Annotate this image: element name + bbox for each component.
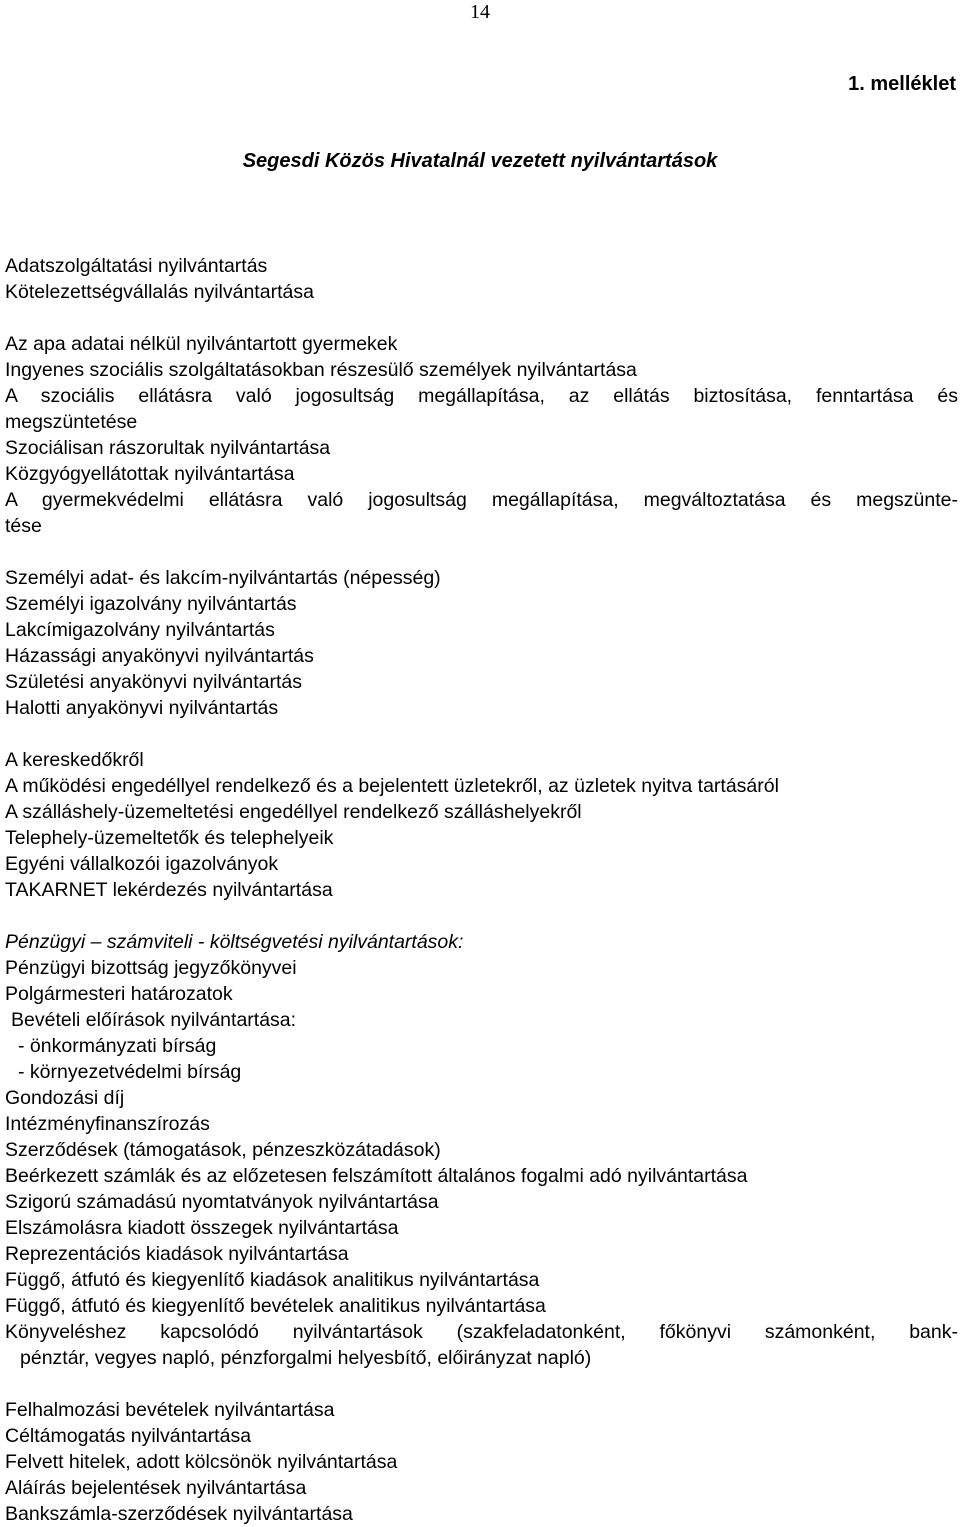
list-subitem: - önkormányzati bírság bbox=[18, 1035, 217, 1057]
list-item: A gyermekvédelmi ellátásra való jogosultság megállapítása, megváltoztatása és megszünte- bbox=[5, 489, 958, 511]
annex-label: 1. melléklet bbox=[848, 73, 956, 95]
list-item: Egyéni vállalkozói igazolványok bbox=[5, 853, 279, 875]
finance-heading: Pénzügyi – számviteli - költségvetési nyilvántartások: bbox=[5, 931, 464, 953]
list-item: Telephely-üzemeltetők és telephelyeik bbox=[5, 827, 334, 849]
list-item: Beérkezett számlák és az előzetesen felszámított általános fogalmi adó nyilvántartása bbox=[5, 1165, 748, 1187]
list-item: Szociálisan rászorultak nyilvántartása bbox=[5, 437, 331, 459]
list-item: Bankszámla-szerződések nyilvántartása bbox=[5, 1503, 353, 1525]
list-item: Könyveléshez kapcsolódó nyilvántartások (szakfeladatonként, főkönyvi számonként, bank- bbox=[5, 1321, 958, 1343]
list-item: Céltámogatás nyilvántartása bbox=[5, 1425, 252, 1447]
list-item: Születési anyakönyvi nyilvántartás bbox=[5, 671, 302, 693]
list-item: Szigorú számadású nyomtatványok nyilvántartása bbox=[5, 1191, 439, 1213]
list-item: Lakcímigazolvány nyilvántartás bbox=[5, 619, 275, 641]
list-item-continuation: pénztár, vegyes napló, pénzforgalmi helyesbítő, előirányzat napló) bbox=[20, 1347, 592, 1369]
list-item-continuation: megszüntetése bbox=[5, 411, 138, 433]
list-item: Függő, átfutó és kiegyenlítő kiadások analitikus nyilvántartása bbox=[5, 1269, 540, 1291]
register-list bbox=[5, 253, 958, 1527]
list-subitem: - környezetvédelmi bírság bbox=[18, 1061, 242, 1083]
list-item-continuation: tése bbox=[5, 515, 42, 537]
page-number: 14 bbox=[470, 1, 490, 23]
list-item: A szálláshely-üzemeltetési engedéllyel rendelkező szálláshelyekről bbox=[5, 801, 582, 823]
list-item: A működési engedéllyel rendelkező és a bejelentett üzletekről, az üzletek nyitva tartásáról bbox=[5, 775, 779, 797]
list-item: Függő, átfutó és kiegyenlítő bevételek analitikus nyilvántartása bbox=[5, 1295, 546, 1317]
list-item: Az apa adatai nélkül nyilvántartott gyermekek bbox=[5, 333, 398, 355]
list-item: Személyi adat- és lakcím-nyilvántartás (népesség) bbox=[5, 567, 441, 589]
list-item: Szerződések (támogatások, pénzeszközátadások) bbox=[5, 1139, 441, 1161]
list-item: Halotti anyakönyvi nyilvántartás bbox=[5, 697, 279, 719]
list-item: A szociális ellátásra való jogosultság megállapítása, az ellátás biztosítása, fenntartása és bbox=[5, 385, 958, 407]
list-item: A kereskedőkről bbox=[5, 749, 144, 771]
list-item: Pénzügyi bizottság jegyzőkönyvei bbox=[5, 957, 297, 979]
list-item: Személyi igazolvány nyilvántartás bbox=[5, 593, 297, 615]
revenue-heading: Bevételi előírások nyilvántartása: bbox=[11, 1009, 297, 1031]
list-item: Elszámolásra kiadott összegek nyilvántartása bbox=[5, 1217, 399, 1239]
list-item: Felhalmozási bevételek nyilvántartása bbox=[5, 1399, 335, 1421]
list-item: Gondozási díj bbox=[5, 1087, 125, 1109]
list-item: Aláírás bejelentések nyilvántartása bbox=[5, 1477, 307, 1499]
list-item: Felvett hitelek, adott kölcsönök nyilvántartása bbox=[5, 1451, 398, 1473]
list-item: Polgármesteri határozatok bbox=[5, 983, 233, 1005]
page-title: Segesdi Közös Hivatalnál vezetett nyilvántartások bbox=[242, 150, 718, 172]
list-item: Intézményfinanszírozás bbox=[5, 1113, 210, 1135]
list-item: Kötelezettségvállalás nyilvántartása bbox=[5, 281, 314, 303]
list-item: TAKARNET lekérdezés nyilvántartása bbox=[5, 879, 333, 901]
list-item: Adatszolgáltatási nyilvántartás bbox=[5, 255, 268, 277]
list-item: Közgyógyellátottak nyilvántartása bbox=[5, 463, 295, 485]
list-item: Házassági anyakönyvi nyilvántartás bbox=[5, 645, 314, 667]
list-item: Reprezentációs kiadások nyilvántartása bbox=[5, 1243, 349, 1265]
list-item: Ingyenes szociális szolgáltatásokban részesülő személyek nyilvántartása bbox=[5, 359, 637, 381]
